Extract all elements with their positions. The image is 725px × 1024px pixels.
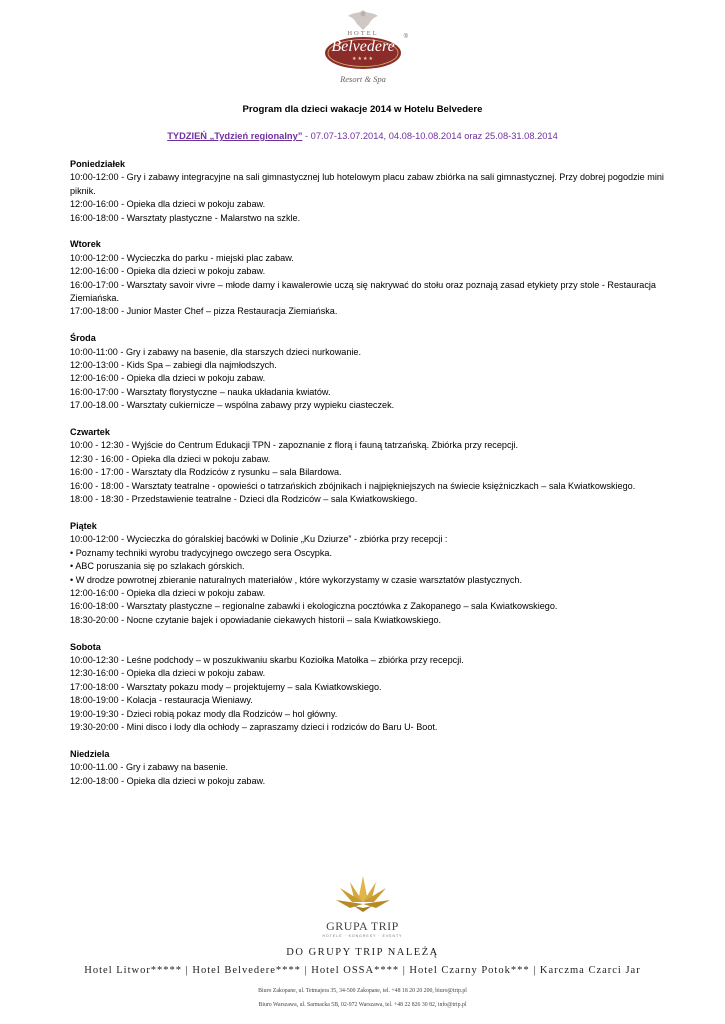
day-name: Sobota	[70, 641, 101, 652]
day-section	[70, 332, 670, 412]
schedule-line: 12:00-16:00 - Opieka dla dzieci w pokoju zabaw.	[70, 373, 266, 384]
schedule-line: • W drodze powrotnej zbieranie naturalnych materiałów , które wykorzystamy w czasie warsztatów plastycznych.	[70, 574, 522, 585]
schedule-line: 12:00-16:00 - Opieka dla dzieci w pokoju zabaw.	[70, 587, 266, 598]
schedule-line: 16:00 - 17:00 - Warsztaty dla Rodziców z rysunku – sala Bilardowa.	[70, 467, 342, 478]
week-info	[0, 131, 725, 141]
day-name: Piątek	[70, 520, 97, 531]
day-name: Środa	[70, 333, 96, 344]
schedule-line: 16:00-17:00 - Warsztaty florystyczne – nauka układania kwiatów.	[70, 386, 331, 397]
schedule-line: 10:00-12:00 - Wycieczka do góralskiej bacówki w Dolinie „Ku Dziurze” - zbiórka przy recepcji :	[70, 534, 448, 545]
document-title: Program dla dzieci wakacje 2014 w Hotelu Belvedere	[242, 104, 483, 115]
schedule-line: 16:00 - 18:00 - Warsztaty teatralne - opowieści o tatrzańskich zbójnikach i najpiękniejszych na świecie księżniczkach – sala Kwiatkowskiego.	[70, 480, 636, 491]
day-section	[70, 158, 670, 225]
schedule-line: 12:00-16:00 - Opieka dla dzieci w pokoju zabaw.	[70, 266, 266, 277]
logo-hotel-word: HOTEL	[347, 30, 379, 37]
office-zakopane: Biuro Zakopane, ul. Tetmajera 35, 34-500 Zakopane, tel. +48 18 20 20 200, biuro@trip.pl	[258, 988, 467, 994]
day-section	[70, 238, 670, 318]
grupa-trip-hotels: Hotel Litwor***** | Hotel Belvedere**** | Hotel OSSA**** | Hotel Czarny Potok*** | Karczma Czarci Jar	[84, 965, 641, 976]
logo-hotel-name: Belvedere	[331, 38, 395, 55]
eagle-crest-icon	[345, 8, 381, 32]
schedule-line: 17.00-18.00 - Warsztaty cukiernicze – wspólna zabawy przy wypieku ciasteczek.	[70, 400, 395, 411]
schedule-line: 12:00-18:00 - Opieka dla dzieci w pokoju zabaw.	[70, 775, 266, 786]
schedule-line: 12:30 - 16:00 - Opieka dla dzieci w pokoju zabaw.	[70, 453, 271, 464]
schedule-line: 16:00-17:00 - Warsztaty savoir vivre – młode damy i kawalerowie uczą się nakrywać do stołu oraz poznają zasad etykiety przy stole - Restauracja Ziemiańska.	[70, 279, 656, 304]
day-name: Poniedziałek	[70, 159, 126, 169]
day-section	[70, 520, 670, 627]
schedule-line: • Poznamy techniki wyrobu tradycyjnego owczego sera Oscypka.	[70, 547, 332, 558]
schedule-line: 10:00-11:00 - Gry i zabawy na basenie, dla starszych dzieci nurkowanie.	[70, 346, 361, 357]
schedule-line: 10:00-12:30 - Leśne podchody – w poszukiwaniu skarbu Koziołka Matołka – zbiórka przy recepcji.	[70, 654, 464, 665]
schedule-line: 12:00-13:00 - Kids Spa – zabiegi dla najmłodszych.	[70, 360, 277, 371]
day-name: Niedziela	[70, 748, 110, 759]
day-section	[70, 641, 670, 735]
schedule-line: 12:00-16:00 - Opieka dla dzieci w pokoju zabaw.	[70, 199, 266, 210]
schedule-line: 17:00-18:00 - Junior Master Chef – pizza Restauracja Ziemiańska.	[70, 306, 338, 317]
week-dates: - 07.07-13.07.2014, 04.08-10.08.2014 oraz 25.08-31.08.2014	[302, 131, 558, 141]
day-name: Czwartek	[70, 427, 110, 438]
schedule-line: 16:00-18:00 - Warsztaty plastyczne – regionalne zabawki i ekologiczna pocztówka z Zakopanego – sala Kwiatkowskiego.	[70, 601, 558, 612]
schedule-line: 10:00-12:00 - Gry i zabawy integracyjne na sali gimnastycznej lub hotelowym placu zabaw zbiórka na sali gimnastycznej. Przy dobrej pogodzie mini piknik.	[70, 172, 664, 196]
program-schedule	[70, 158, 670, 801]
schedule-line: 18:00 - 18:30 - Przedstawienie teatralne - Dzieci dla Rodziców – sala Kwiatkowskiego.	[70, 494, 418, 505]
registered-mark: ®	[403, 34, 408, 40]
schedule-line: 18:30-20:00 - Nocne czytanie bajek i opowiadanie ciekawych historii – sala Kwiatkowskiego.	[70, 614, 442, 625]
schedule-line: 19:30-20:00 - Mini disco i lody dla ochłody – zapraszamy dzieci i rodziców do Baru U- Boot.	[70, 721, 438, 732]
lotus-flower-icon	[332, 872, 394, 916]
logo-stars: ★★★★	[352, 56, 374, 62]
schedule-line: 19:00-19:30 - Dzieci robią pokaz mody dla Rodziców – hol główny.	[70, 708, 338, 719]
schedule-line: 17:00-18:00 - Warsztaty pokazu mody – projektujemy – sala Kwiatkowskiego.	[70, 681, 382, 692]
day-section	[70, 426, 670, 506]
week-label: TYDZIEŃ „Tydzień regionalny”	[167, 131, 303, 141]
grupa-trip-tagline: HOTELE · KONGRESY · EVENTY	[322, 934, 403, 938]
schedule-line: 10:00-12:00 - Wycieczka do parku - miejski plac zabaw.	[70, 252, 294, 263]
schedule-line: 16:00-18:00 - Warsztaty plastyczne - Malarstwo na szkle.	[70, 212, 301, 223]
grupa-trip-brand: GRUPA TRIP	[326, 919, 399, 933]
schedule-line: 18:00-19:00 - Kolacja - restauracja Wieniawy.	[70, 695, 253, 706]
schedule-line: • ABC poruszania się po szlakach górskich.	[70, 561, 245, 572]
logo-subtitle: Resort & Spa	[340, 74, 386, 84]
day-section	[70, 748, 670, 788]
schedule-line: 10:00-11.00 - Gry i zabawy na basenie.	[70, 762, 229, 773]
schedule-line: 12:30-16:00 - Opieka dla dzieci w pokoju zabaw.	[70, 668, 266, 679]
office-warszawa: Biuro Warszawa, ul. Sarmacka 5B, 02-972 Warszawa, tel. +48 22 826 30 82, info@trip.pl	[258, 1002, 467, 1008]
hotel-belvedere-logo	[318, 8, 408, 94]
day-name: Wtorek	[70, 239, 101, 250]
schedule-line: 10:00 - 12:30 - Wyjście do Centrum Edukacji TPN - zapoznanie z florą i fauną tatrzańską. Zbiórka przy recepcji.	[70, 440, 519, 451]
grupa-trip-belongs: DO GRUPY TRIP NALEŻĄ	[286, 947, 439, 958]
